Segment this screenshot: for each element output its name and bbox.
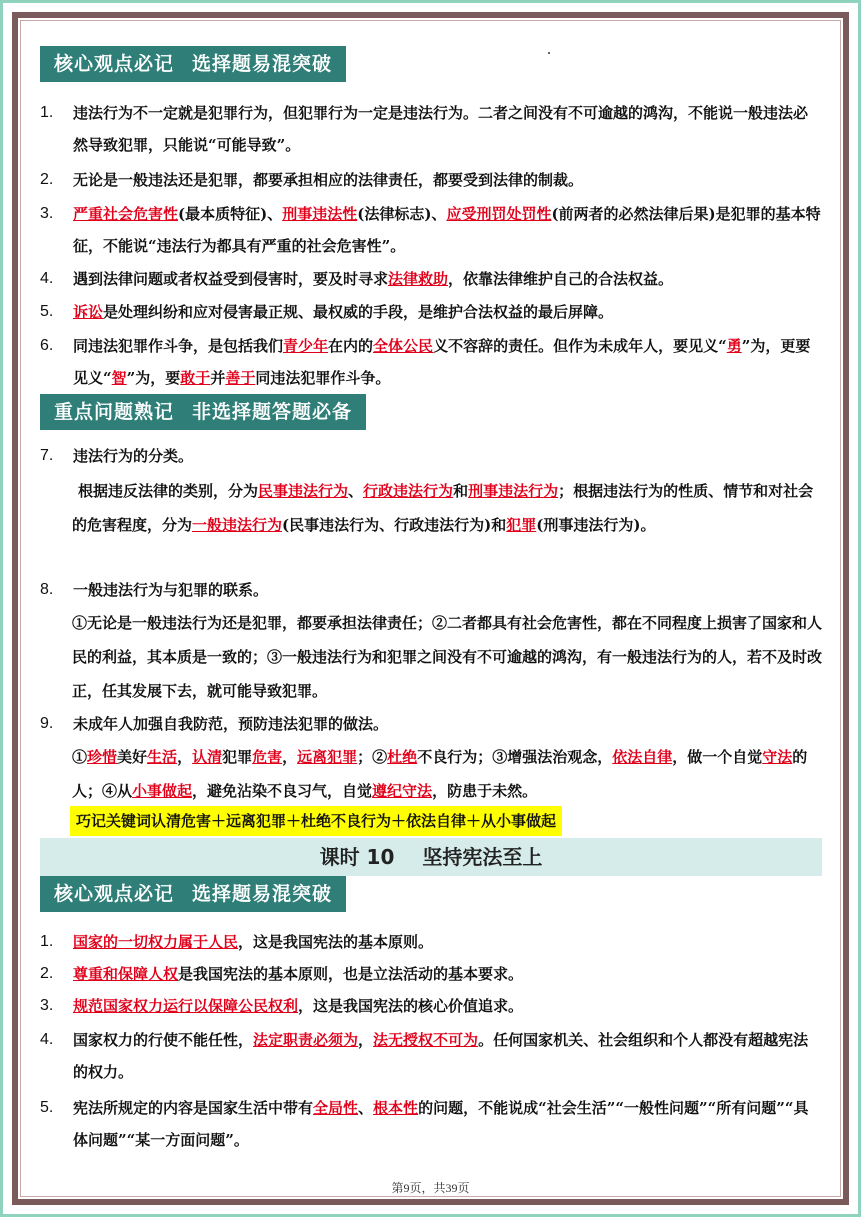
section2-header-right: 非选择题答题必备 bbox=[192, 401, 353, 423]
text-run: 义不容辞的责任。但作为未成年人，要见义“ bbox=[433, 337, 727, 355]
key-term: 杜绝 bbox=[387, 748, 418, 766]
item-number: 2. bbox=[40, 965, 54, 982]
item-number: 5. bbox=[40, 1099, 54, 1116]
section1-header bbox=[40, 46, 346, 82]
section1-header-right: 选择题易混突破 bbox=[192, 53, 333, 75]
question-title: 一般违法行为与犯罪的联系。 bbox=[73, 581, 269, 599]
list-item bbox=[40, 990, 822, 1022]
text-run: 违法行为不一定就是犯罪行为，但犯罪行为一定是违法行为。二者之间没有不可逾越的鸿沟，不能说一般违法必然导致犯罪，只能说“可能导致”。 bbox=[73, 104, 809, 154]
section2-header-left: 重点问题熟记 bbox=[54, 401, 175, 423]
key-term: 远离犯罪 bbox=[297, 748, 358, 766]
key-term: 勇 bbox=[726, 337, 742, 355]
question-title: 违法行为的分类。 bbox=[73, 447, 194, 465]
list-item bbox=[40, 198, 822, 262]
text-run: (最本质特征)、 bbox=[178, 205, 283, 223]
key-term: 刑事违法性 bbox=[282, 205, 358, 223]
key-term: 青少年 bbox=[283, 337, 329, 355]
question-title: 未成年人加强自我防范，预防违法犯罪的做法。 bbox=[73, 715, 389, 733]
text-run: ；② bbox=[357, 748, 388, 766]
text-run: 根据违反法律的类别，分为 bbox=[78, 482, 259, 500]
item-number: 4. bbox=[40, 270, 54, 287]
text-run: ①无论是一般违法行为还是犯罪，都要承担法律责任；②二者都具有社会危害性，都在不同程度上损害了国家和人民的利益，其本质是一致的；③一般违法行为和犯罪之间没有不可逾越的鸿沟，有一般违法行为的人，若不及时改正，任其发展下去，就可能导致犯罪。 bbox=[72, 614, 823, 700]
question-8 bbox=[40, 574, 822, 606]
key-term: 认清 bbox=[192, 748, 223, 766]
list-item bbox=[40, 1024, 822, 1088]
lesson-banner bbox=[40, 838, 822, 876]
key-term: 行政违法行为 bbox=[363, 482, 454, 500]
item-text bbox=[73, 990, 822, 1022]
key-term: 珍惜 bbox=[87, 748, 118, 766]
item-text bbox=[73, 164, 822, 196]
question-number: 7. bbox=[40, 447, 54, 464]
text-run: 的问题，不能说成“社会生活”“一般性问题”“所有问题”“具体问题”“某一方面问题”。 bbox=[73, 1099, 809, 1149]
text-run: 不良行为；③增强法治观念， bbox=[417, 748, 613, 766]
speck bbox=[548, 52, 550, 54]
question-number: 8. bbox=[40, 581, 54, 598]
item-number: 3. bbox=[40, 205, 54, 222]
text-run: 无论是一般违法还是犯罪，都要承担相应的法律责任，都要受到法律的制裁。 bbox=[73, 171, 584, 189]
key-term: 尊重和保障人权 bbox=[73, 965, 179, 983]
key-term: 民事违法行为 bbox=[258, 482, 349, 500]
item-number: 1. bbox=[40, 933, 54, 950]
key-term: 法定职责必须为 bbox=[253, 1031, 359, 1049]
text-run: (刑事违法行为)。 bbox=[536, 516, 656, 534]
item-number: 2. bbox=[40, 171, 54, 188]
item-number: 5. bbox=[40, 303, 54, 320]
item-number: 6. bbox=[40, 337, 54, 354]
list-item bbox=[40, 97, 822, 161]
key-term: 刑事违法行为 bbox=[468, 482, 559, 500]
text-run: 是我国宪法的基本原则，也是立法活动的基本要求。 bbox=[178, 965, 524, 983]
list-item bbox=[40, 263, 822, 295]
section1-header-left: 核心观点必记 bbox=[54, 53, 175, 75]
text-run: ，依靠法律维护自己的合法权益。 bbox=[448, 270, 674, 288]
item-text bbox=[73, 198, 822, 262]
key-term: 依法自律 bbox=[612, 748, 673, 766]
key-term: 守法 bbox=[762, 748, 793, 766]
text-run: ， bbox=[358, 1031, 374, 1049]
text-run: (民事违法行为、行政违法行为)和 bbox=[282, 516, 507, 534]
text-run: 的人；④从 bbox=[72, 748, 808, 800]
mnemonic-highlight: 巧记关键词认清危害＋远离犯罪＋杜绝不良行为＋依法自律＋从小事做起 bbox=[70, 806, 562, 836]
question-9 bbox=[40, 708, 822, 740]
section3-header bbox=[40, 876, 346, 912]
section2-header bbox=[40, 394, 366, 430]
item-text bbox=[73, 1092, 822, 1156]
item-number: 4. bbox=[40, 1031, 54, 1048]
page-footer: 第9页，共39页 bbox=[391, 1181, 470, 1195]
key-term: 敢于 bbox=[180, 369, 211, 387]
key-term: 法无授权不可为 bbox=[373, 1031, 479, 1049]
key-term: 根本性 bbox=[373, 1099, 419, 1117]
lesson-label: 课时 10 bbox=[319, 845, 395, 869]
text-run: 国家权力的行使不能任性， bbox=[73, 1031, 254, 1049]
key-term: 全局性 bbox=[313, 1099, 359, 1117]
text-run: ”为，更要见义“ bbox=[73, 337, 811, 387]
key-term: 善于 bbox=[225, 369, 256, 387]
text-run: 在内的 bbox=[328, 337, 374, 355]
text-run: 、 bbox=[348, 482, 364, 500]
text-run: 宪法所规定的内容是国家生活中带有 bbox=[73, 1099, 314, 1117]
text-run: 犯罪 bbox=[222, 748, 253, 766]
question-7-answer bbox=[72, 474, 824, 542]
text-run: 、 bbox=[358, 1099, 374, 1117]
text-run: 遇到法律问题或者权益受到侵害时，要及时寻求 bbox=[73, 270, 389, 288]
text-run: ”为，要 bbox=[126, 369, 181, 387]
list-item bbox=[40, 330, 822, 394]
text-run: 。任何国家机关、社会组织和个人都没有超越宪法的权力。 bbox=[73, 1031, 809, 1081]
text-run: 同违法犯罪作斗争。 bbox=[255, 369, 391, 387]
list-item bbox=[40, 1092, 822, 1156]
key-term: 严重社会危害性 bbox=[73, 205, 179, 223]
key-term: 危害 bbox=[252, 748, 283, 766]
text-run: ，做一个自觉 bbox=[672, 748, 763, 766]
text-run: ① bbox=[72, 748, 88, 766]
item-number: 3. bbox=[40, 997, 54, 1014]
text-run: ；根据违法行为的性质、情节和对社会的危害程度，分为 bbox=[72, 482, 814, 534]
list-item bbox=[40, 926, 822, 958]
item-text bbox=[73, 263, 822, 295]
question-9-answer bbox=[72, 740, 824, 808]
key-term: 应受刑罚处罚性 bbox=[446, 205, 552, 223]
key-term: 全体公民 bbox=[373, 337, 434, 355]
text-run: 和 bbox=[453, 482, 469, 500]
text-run: (法律标志)、 bbox=[357, 205, 447, 223]
text-run: 同违法犯罪作斗争，是包括我们 bbox=[73, 337, 284, 355]
item-text bbox=[73, 97, 822, 161]
list-item bbox=[40, 958, 822, 990]
key-term: 生活 bbox=[147, 748, 178, 766]
section3-header-left: 核心观点必记 bbox=[54, 883, 175, 905]
item-text bbox=[73, 330, 822, 394]
item-text bbox=[73, 926, 822, 958]
text-run: ，避免沾染不良习气，自觉 bbox=[192, 782, 373, 800]
question-8-answer bbox=[72, 606, 824, 708]
text-run: (前两者的必然法律后果)是犯罪的基本特征，不能说“违法行为都具有严重的社会危害性”。 bbox=[73, 205, 821, 255]
key-term: 法律救助 bbox=[388, 270, 449, 288]
text-run: ， bbox=[282, 748, 298, 766]
item-text bbox=[73, 1024, 822, 1088]
text-run: ， bbox=[177, 748, 193, 766]
item-text bbox=[73, 958, 822, 990]
text-run: ，这是我国宪法的基本原则。 bbox=[238, 933, 434, 951]
item-number: 1. bbox=[40, 104, 54, 121]
section3-header-right: 选择题易混突破 bbox=[192, 883, 333, 905]
key-term: 小事做起 bbox=[132, 782, 193, 800]
text-run: 并 bbox=[210, 369, 226, 387]
key-term: 犯罪 bbox=[506, 516, 537, 534]
question-number: 9. bbox=[40, 715, 54, 732]
text-run: 是处理纠纷和应对侵害最正规、最权威的手段，是维护合法权益的最后屏障。 bbox=[103, 303, 614, 321]
list-item bbox=[40, 164, 822, 196]
key-term: 国家的一切权力属于人民 bbox=[73, 933, 239, 951]
key-term: 智 bbox=[111, 369, 127, 387]
item-text bbox=[73, 296, 822, 328]
text-run: 美好 bbox=[117, 748, 148, 766]
text-run: ，这是我国宪法的核心价值追求。 bbox=[298, 997, 524, 1015]
lesson-title: 坚持宪法至上 bbox=[422, 845, 543, 869]
key-term: 规范国家权力运行以保障公民权利 bbox=[73, 997, 299, 1015]
list-item bbox=[40, 296, 822, 328]
key-term: 诉讼 bbox=[73, 303, 104, 321]
text-run: ，防患于未然。 bbox=[432, 782, 538, 800]
key-term: 遵纪守法 bbox=[372, 782, 433, 800]
key-term: 一般违法行为 bbox=[192, 516, 283, 534]
question-7 bbox=[40, 440, 822, 472]
